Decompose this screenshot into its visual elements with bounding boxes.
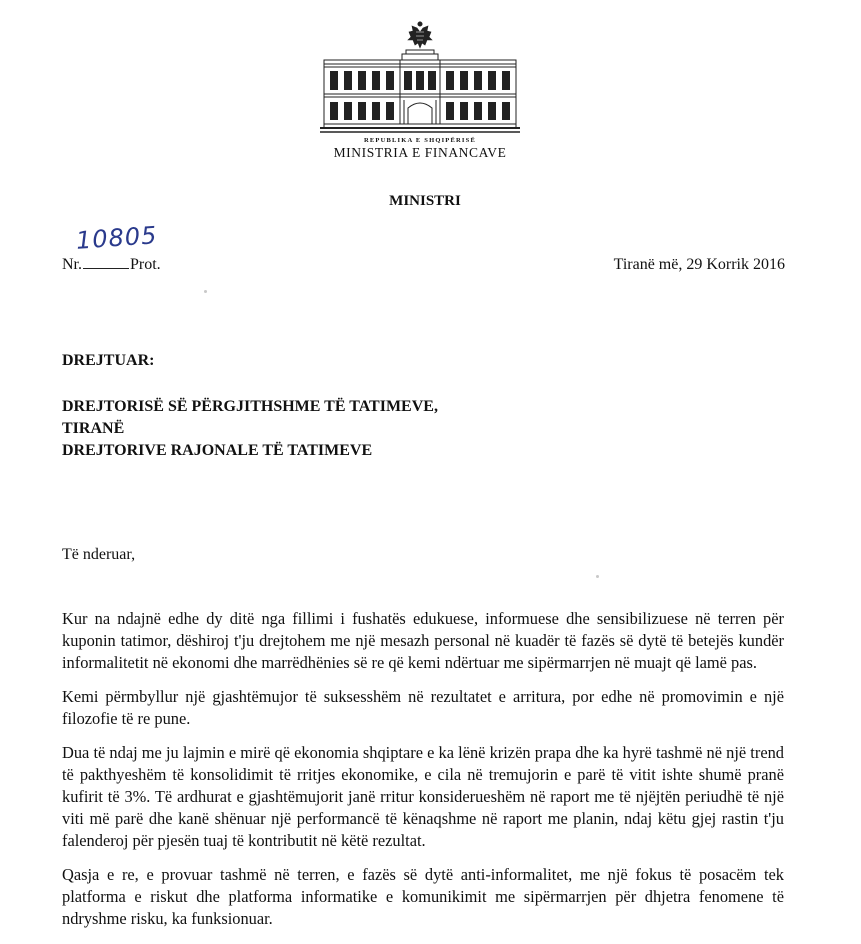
body-paragraph: Qasja e re, e provuar tashmë në terren, e fazës së dytë anti-informalitet, me një fokus të posacëm tek platforma e riskut dhe platforma informatike e komunikimit me sipërmarrjen për dhjetra fenomene të ndryshme risku, ka funksionuar. <box>62 865 784 928</box>
body-paragraph: Dua të ndaj me ju lajmin e mirë që ekonomia shqiptare e ka lënë krizën prapa dhe ka hyrë tashmë në një trend të pakthyeshëm të konsolidimit të rritjes ekonomike, e cila në tremujorin e parë të vitit ishte shumë pranë kufirit të 3%. Të ardhurat e gjashtëmujorit janë rritur konsiderueshëm në raport me të njëjtën periudhë të një viti më parë dhe kanë shënuar një performancë të kënaqshme në raport me planin, ndaj këtu gjej rastin t'ju falenderoj për pjesën tuaj të kontributit në këtë rezultat. <box>62 743 784 850</box>
body-paragraph: Kur na ndajnë edhe dy ditë nga fillimi i fushatës edukuese, informuese dhe sensibilizuese në terren për kuponin tatimor, dëshiroj t'ju drejtohem me një mesazh personal në kuadër të fazës së dytë të betejës kundër informalitetit në ekonomi dhe marrëdhënies së re që kemi ndërtuar me sipërmarrjen në muajt që lamë pas. <box>62 609 784 672</box>
recipient-line: DREJTORISË SË PËRGJITHSHME TË TATIMEVE, <box>62 398 438 415</box>
scan-speck <box>596 575 599 578</box>
letter-date: Tiranë më, 29 Korrik 2016 <box>613 256 785 273</box>
ministry-name: MINISTRIA E FINANCAVE <box>333 145 507 160</box>
recipients-block <box>62 396 438 462</box>
republic-label: REPUBLIKA E SHQIPËRISË <box>363 137 476 144</box>
ministry-logo <box>320 18 520 136</box>
protocol-suffix: Prot. <box>130 256 161 273</box>
protocol-blank <box>83 267 129 269</box>
recipient-line: DREJTORIVE RAJONALE TË TATIMEVE <box>62 442 373 459</box>
handwritten-protocol-number: 10805 <box>75 221 159 255</box>
office-title: MINISTRI <box>389 193 461 209</box>
recipient-line: TIRANË <box>62 420 125 437</box>
addressed-to-label: DREJTUAR: <box>62 352 155 369</box>
greeting: Të nderuar, <box>62 546 136 563</box>
protocol-prefix: Nr. <box>62 256 82 273</box>
letter-body <box>62 608 784 930</box>
eagle-icon <box>408 22 432 48</box>
scan-speck <box>204 290 207 293</box>
ministry-building-emblem <box>320 18 520 136</box>
body-paragraph: Kemi përmbyllur një gjashtëmujor të suksesshëm në rezultatet e arritura, por edhe në promovimin e një filozofie të re pune. <box>62 687 784 728</box>
protocol-line <box>62 256 161 274</box>
